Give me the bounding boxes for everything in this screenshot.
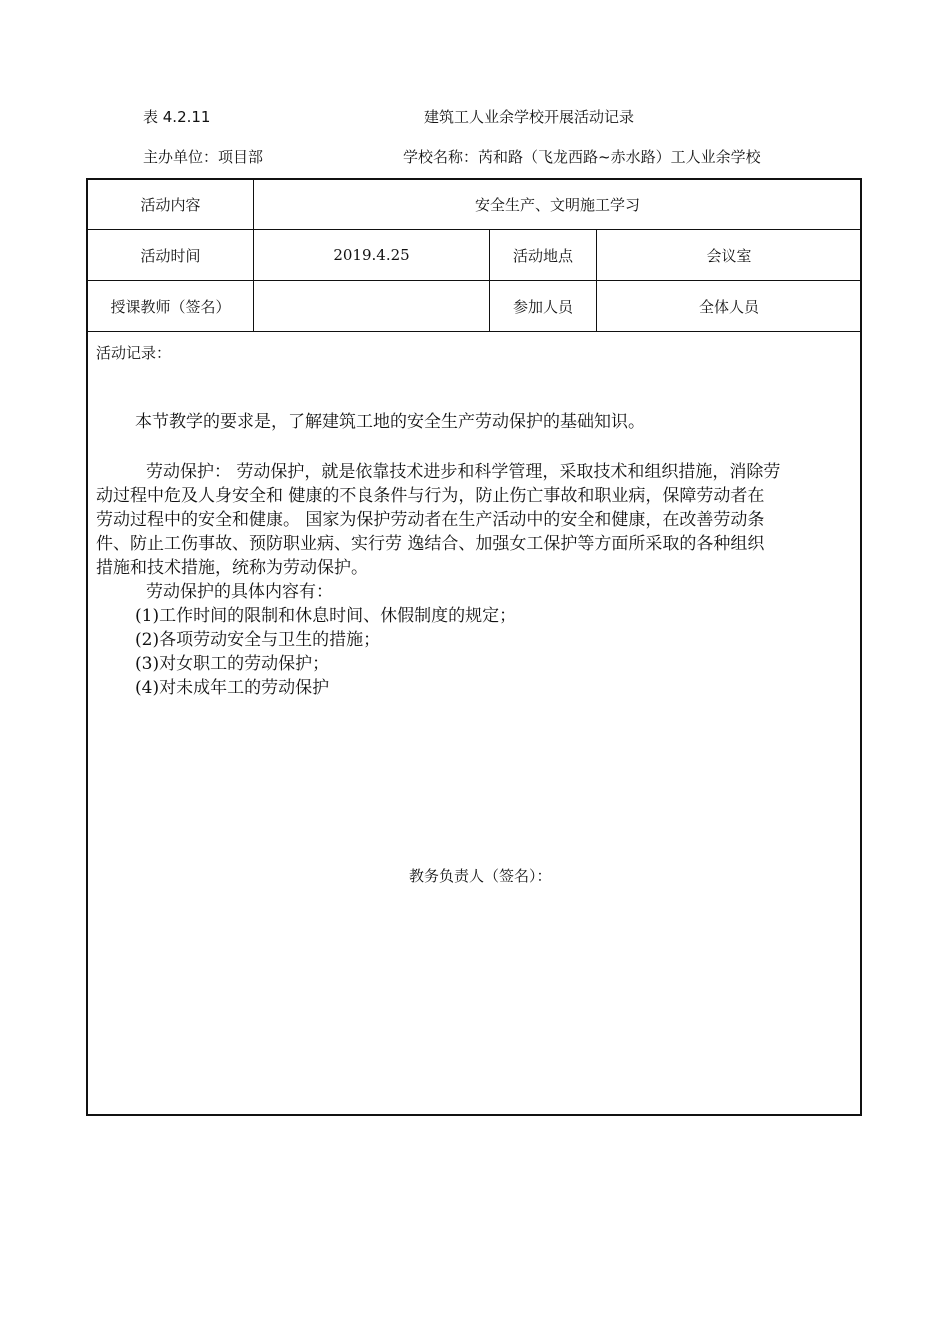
participants-value: 全体人员 [698, 297, 759, 316]
record-intro: 本节教学的要求是，了解建筑工地的安全生产劳动保护的基础知识。 [135, 412, 645, 432]
school-name-label: 学校名称：芮和路（飞龙西路~赤水路）工人业余学校 [403, 148, 761, 166]
list-title: 劳动保护的具体内容有： [146, 582, 333, 602]
record-label: 活动记录： [96, 344, 172, 362]
record-body-line: 劳动保护： 劳动保护，就是依靠技术进步和科学管理，采取技术和组织措施，消除劳 [146, 462, 781, 482]
signature-label: 教务负责人（签名）： [409, 867, 552, 885]
organizer-label: 主办单位：项目部 [143, 148, 264, 166]
activity-place-value: 会议室 [706, 246, 752, 265]
teacher-label: 授课教师（签名） [110, 297, 231, 316]
page-title: 建筑工人业余学校开展活动记录 [424, 108, 635, 126]
activity-place-label: 活动地点 [512, 246, 573, 265]
activity-content-label: 活动内容 [140, 196, 201, 214]
record-body-line: 劳动过程中的安全和健康。 国家为保护劳动者在生产活动中的安全和健康，在改善劳动条 [96, 510, 765, 530]
record-body-line: 措施和技术措施，统称为劳动保护。 [96, 558, 368, 578]
list-item: (1)工作时间的限制和休息时间、休假制度的规定； [135, 606, 517, 626]
table-number: 表 4.2.11 [143, 108, 211, 126]
record-body-line: 件、防止工伤事故、预防职业病、实行劳 逸结合、加强女工保护等方面所采取的各种组织 [96, 534, 765, 554]
list-item: (2)各项劳动安全与卫生的措施； [135, 630, 381, 650]
activity-time-label: 活动时间 [140, 246, 201, 265]
teacher-signature-field [254, 281, 489, 331]
list-item: (3)对女职工的劳动保护； [135, 654, 330, 674]
record-body-line: 动过程中危及人身安全和 健康的不良条件与行为，防止伤亡事故和职业病，保障劳动者在 [96, 486, 765, 506]
activity-content-value: 安全生产、文明施工学习 [474, 196, 640, 214]
row-divider [87, 331, 862, 332]
participants-label: 参加人员 [512, 297, 573, 316]
list-item: (4)对未成年工的劳动保护 [135, 678, 330, 698]
activity-time-value: 2019.4.25 [333, 246, 410, 264]
